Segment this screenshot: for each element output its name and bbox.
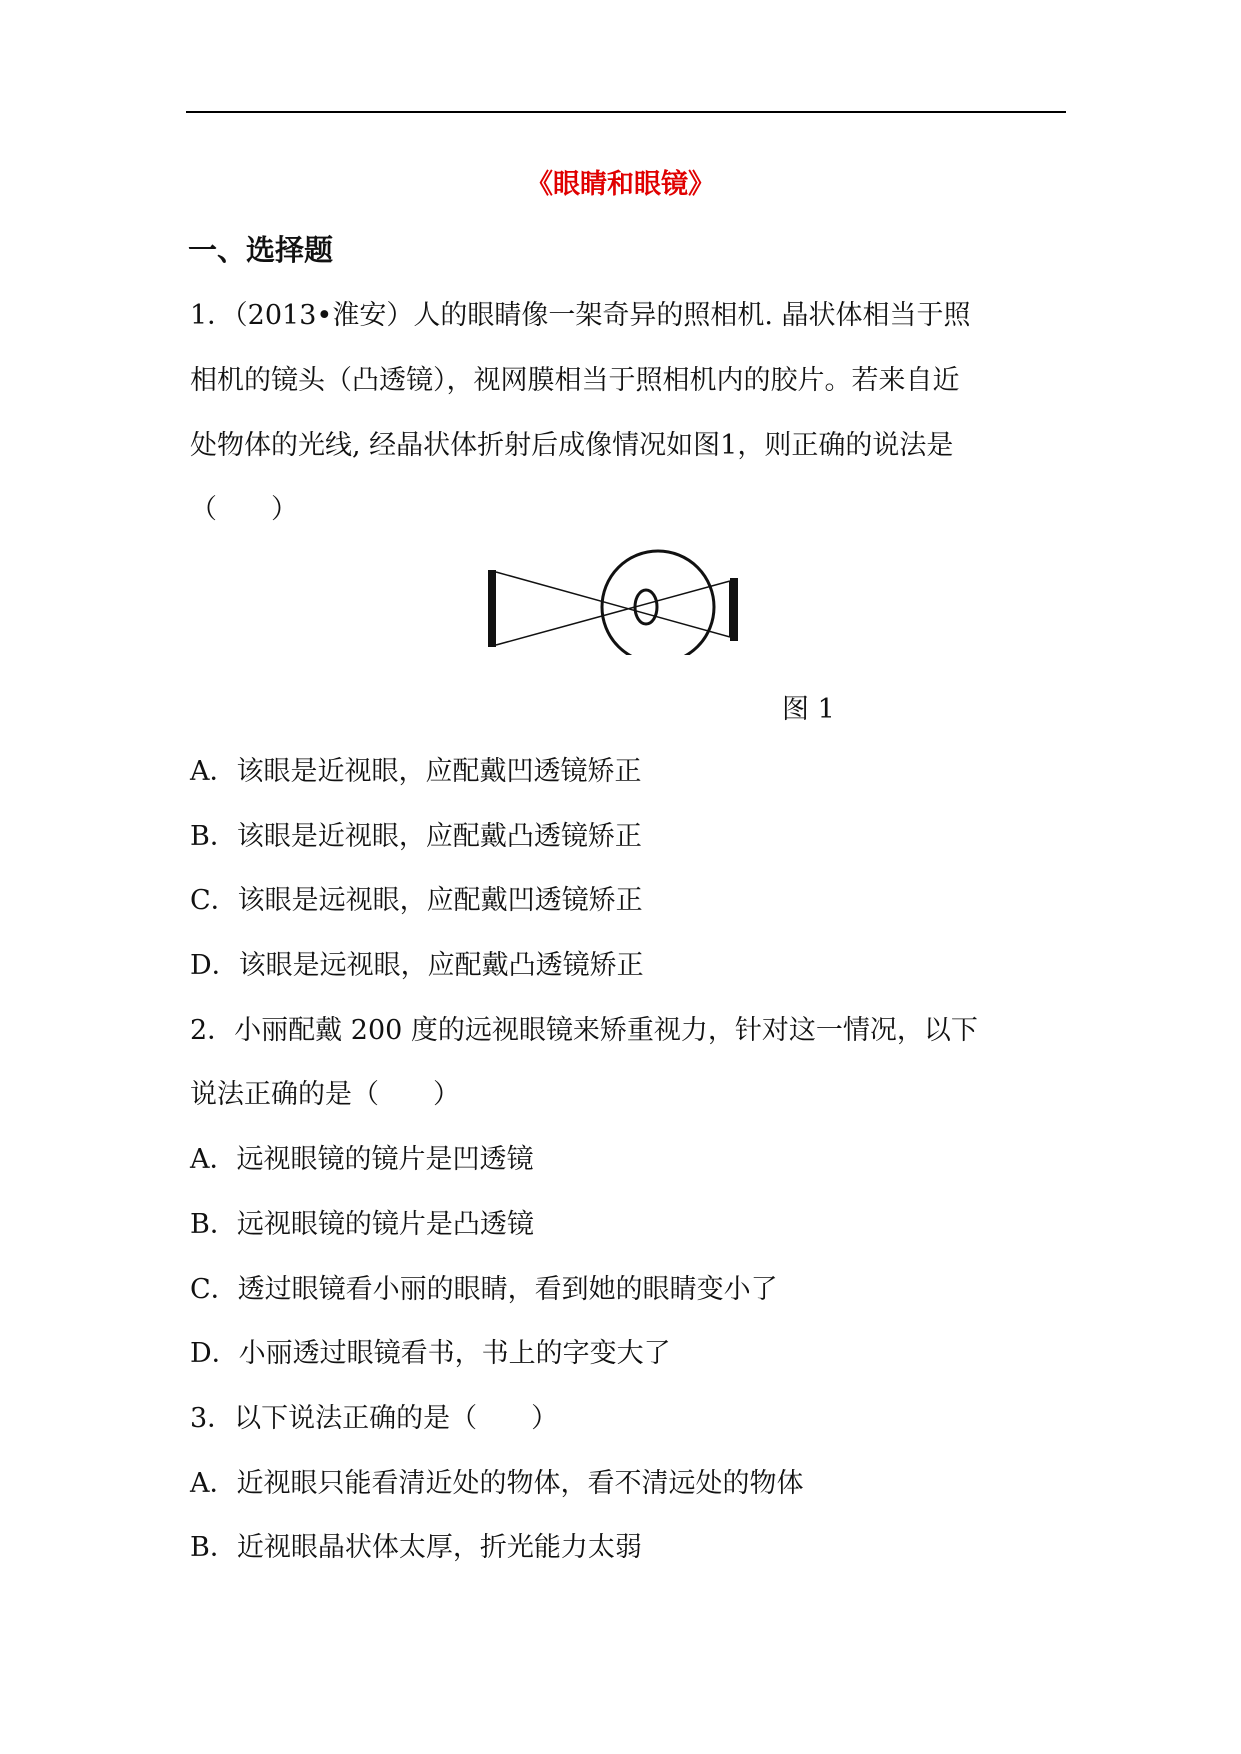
question-1-option-a: A．该眼是近视眼，应配戴凹透镜矫正 bbox=[190, 756, 642, 787]
lens-ellipse bbox=[635, 590, 657, 624]
question-3-option-b: B．近视眼晶状体太厚，折光能力太弱 bbox=[190, 1532, 642, 1563]
question-1-line-1: 1．（2013•淮安）人的眼睛像一架奇异的照相机. 晶状体相当于照 bbox=[190, 300, 971, 331]
document-title: 《眼睛和眼镜》 bbox=[526, 169, 715, 200]
question-2-line-1: 2．小丽配戴 200 度的远视眼镜来矫重视力，针对这一情况，以下 bbox=[190, 1015, 978, 1046]
question-1-option-b: B．该眼是近视眼，应配戴凸透镜矫正 bbox=[190, 821, 642, 852]
question-2-option-c: C．透过眼镜看小丽的眼睛，看到她的眼睛变小了 bbox=[190, 1274, 778, 1305]
question-1-option-c: C．该眼是远视眼，应配戴凹透镜矫正 bbox=[190, 885, 643, 916]
question-1-answer-blank: （ ） bbox=[190, 494, 298, 525]
question-2-option-a: A．远视眼镜的镜片是凹透镜 bbox=[190, 1144, 534, 1175]
question-1-line-3: 处物体的光线, 经晶状体折射后成像情况如图1，则正确的说法是 bbox=[190, 430, 954, 461]
question-1-option-d: D．该眼是远视眼，应配戴凸透镜矫正 bbox=[190, 950, 644, 981]
question-1-line-2: 相机的镜头（凸透镜），视网膜相当于照相机内的胶片。若来自近 bbox=[190, 365, 960, 396]
question-2-option-b: B．远视眼镜的镜片是凸透镜 bbox=[190, 1209, 534, 1240]
question-3-line-1: 3．以下说法正确的是（ ） bbox=[190, 1403, 559, 1434]
header-rule bbox=[186, 111, 1066, 113]
image-screen bbox=[730, 578, 738, 641]
question-2-option-d: D．小丽透过眼镜看书，书上的字变大了 bbox=[190, 1338, 671, 1369]
light-ray-top bbox=[496, 572, 730, 637]
light-ray-bottom bbox=[496, 581, 730, 645]
question-3-option-a: A．近视眼只能看清近处的物体，看不清远处的物体 bbox=[190, 1468, 804, 1499]
eye-diagram-figure bbox=[480, 545, 780, 655]
question-2-line-2: 说法正确的是（ ） bbox=[190, 1079, 460, 1110]
section-heading: 一、选择题 bbox=[188, 233, 334, 267]
object-bar bbox=[488, 570, 496, 647]
figure-caption: 图 1 bbox=[782, 694, 835, 725]
